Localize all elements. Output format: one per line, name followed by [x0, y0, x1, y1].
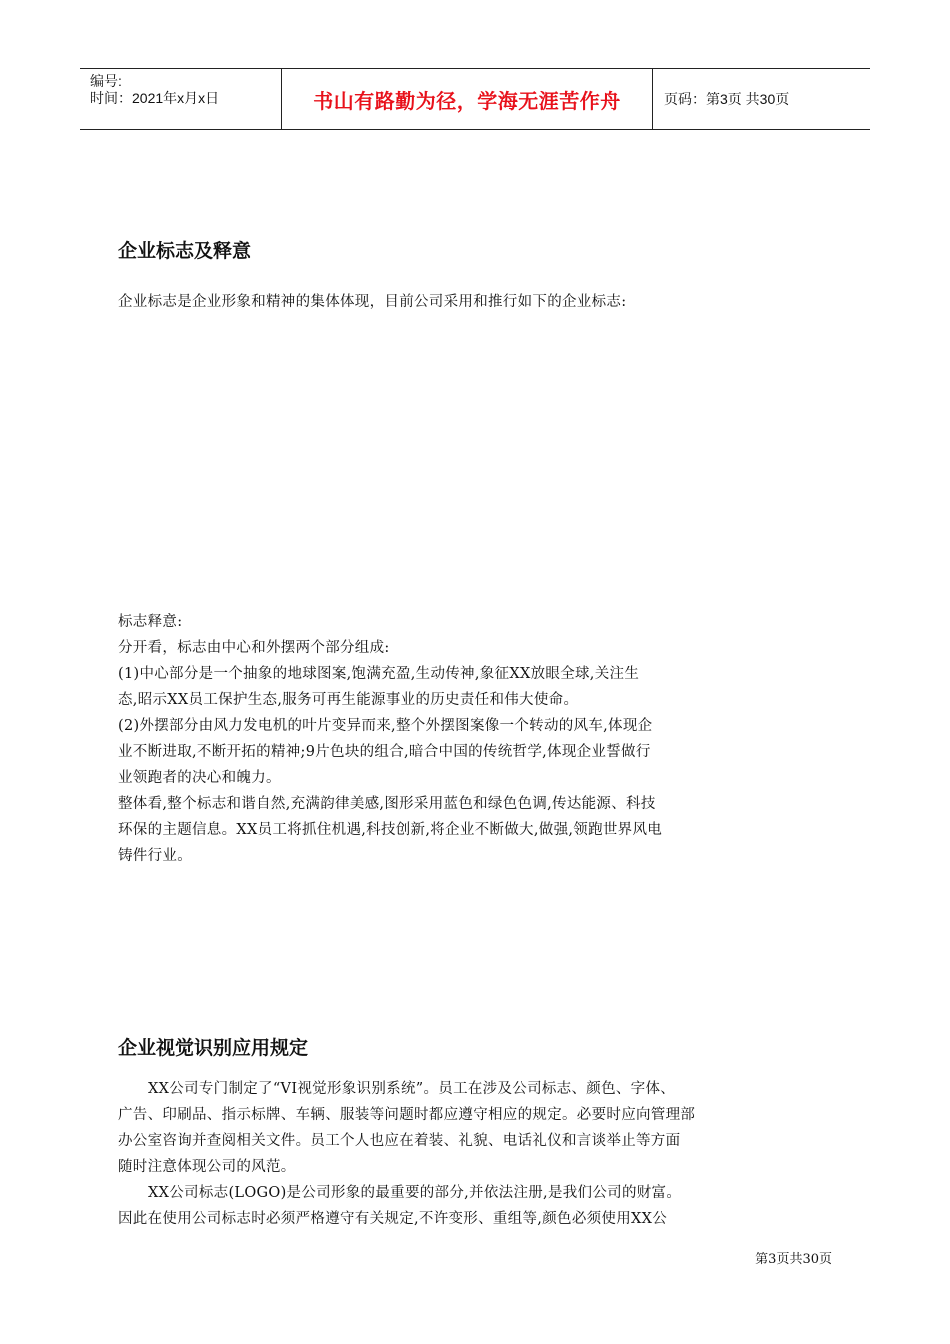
section-title-vi: 企业视觉识别应用规定 — [118, 1037, 309, 1059]
explanation-line: 整体看,整个标志和谐自然,充满韵律美感,图形采用蓝色和绿色色调,传达能源、科技 — [118, 796, 656, 812]
explanation-line: 态,昭示XX员工保护生态,服务可再生能源事业的历史责任和伟大使命。 — [118, 692, 579, 708]
explanation-line: 业不断进取,不断开拓的精神;9片色块的组合,暗合中国的传统哲学,体现企业誓做行 — [118, 744, 651, 760]
vi-paragraph-2 — [118, 1180, 834, 1232]
document-header — [80, 68, 870, 130]
explanation-line: 分开看，标志由中心和外摆两个部分组成: — [118, 640, 390, 656]
explanation-line: 标志释意: — [118, 614, 183, 630]
document-number-label: 编号: — [90, 73, 122, 89]
explanation-line: (1)中心部分是一个抽象的地球图案,饱满充盈,生动传神,象征XX放眼全球,关注生 — [118, 666, 640, 682]
paragraph-line: 随时注意体现公司的风范。 — [118, 1159, 296, 1175]
header-page-cell — [654, 69, 870, 129]
explanation-line: 环保的主题信息。XX员工将抓住机遇,科技创新,将企业不断做大,做强,领跑世界风电 — [118, 822, 663, 838]
paragraph-line: XX公司专门制定了“VI视觉形象识别系统”。员工在涉及公司标志、颜色、字体、 — [148, 1081, 676, 1097]
explanation-line: 铸件行业。 — [118, 848, 192, 864]
header-page-info: 页码：第3页 共30页 — [664, 91, 790, 107]
explanation-line: (2)外摆部分由风力发电机的叶片变异而来,整个外摆图案像一个转动的风车,体现企 — [118, 718, 653, 734]
logo-explanation — [118, 609, 834, 869]
page-footer-number: 第3页共30页 — [755, 1252, 832, 1267]
section-title-logo: 企业标志及释意 — [118, 240, 252, 262]
header-motto-cell — [282, 69, 653, 129]
document-date: 时间：2021年x月x日 — [90, 90, 220, 106]
motto-text: 书山有路勤为径，学海无涯苦作舟 — [313, 88, 621, 113]
logo-intro-paragraph: 企业标志是企业形象和精神的集体体现，目前公司采用和推行如下的企业标志: — [118, 294, 627, 310]
header-meta-cell — [80, 69, 282, 129]
paragraph-line: 广告、印刷品、指示标牌、车辆、服装等问题时都应遵守相应的规定。必要时应向管理部 — [118, 1107, 696, 1123]
paragraph-line: 办公室咨询并查阅相关文件。员工个人也应在着装、礼貌、电话礼仪和言谈举止等方面 — [118, 1133, 681, 1149]
paragraph-line: 因此在使用公司标志时必须严格遵守有关规定,不许变形、重组等,颜色必须使用XX公 — [118, 1211, 668, 1227]
vi-paragraph-1 — [118, 1076, 834, 1180]
explanation-line: 业领跑者的决心和魄力。 — [118, 770, 281, 786]
paragraph-line: XX公司标志(LOGO)是公司形象的最重要的部分,并依法注册,是我们公司的财富。 — [148, 1185, 682, 1201]
